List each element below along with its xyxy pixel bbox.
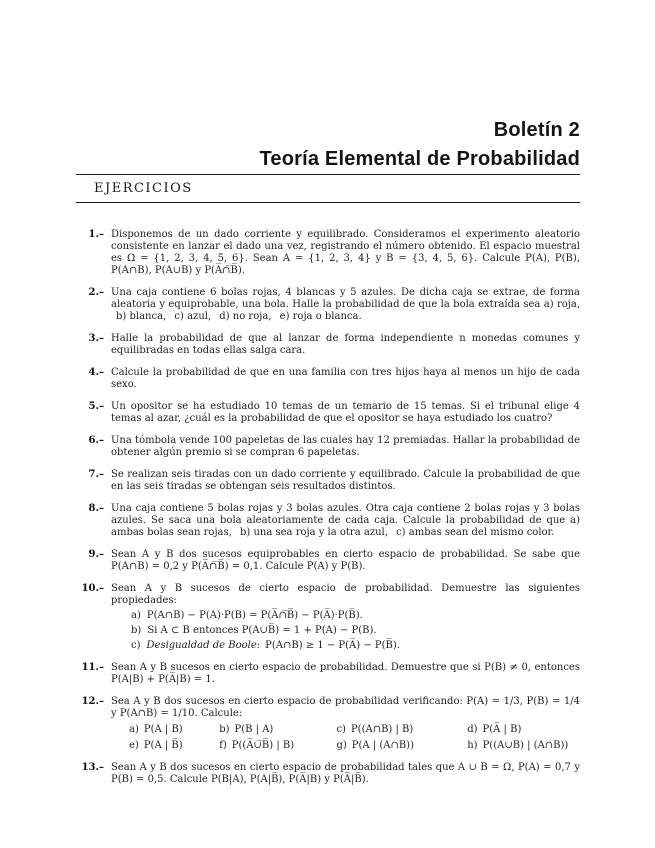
subitem-formula: P((A̅∪̅B̅) | B) <box>231 740 295 751</box>
exercise-4 <box>76 367 580 391</box>
document-title: Boletín 2 <box>493 119 580 141</box>
subitem-c <box>131 640 580 652</box>
exercise-number: 10.– <box>81 583 104 594</box>
subitem-a <box>129 724 219 736</box>
exercise-13 <box>76 762 580 786</box>
subitem-g <box>336 740 467 752</box>
subitem-label: c) <box>336 724 346 735</box>
subitem-label: d) <box>467 724 478 735</box>
exercise-text: Disponemos de un dado corriente y equilibrado. Consideramos el experimento aleatorio consistente en lanzar el dado una vez, registrando el número obtenido. El espacio muestral es Ω = {1, 2, 3, 4, 5, 6}. Sean A = {1, 2, 3, 4} y B = {3, 4, 5, 6}. Calcule P(A), P(B), P(A∩B), P(A∪B) y P(A̅∩̅B̅). <box>111 229 580 276</box>
subitem-h <box>467 740 580 752</box>
title-block <box>76 116 580 174</box>
subitem-label: g) <box>336 740 347 751</box>
subitem-label: c) <box>131 640 141 651</box>
exercise-number: 2.– <box>88 287 104 298</box>
subitem-formula: P(B | A) <box>234 724 274 735</box>
exercise-6 <box>76 435 580 459</box>
subitem-e <box>129 740 219 752</box>
subitem-label: a) <box>129 724 139 735</box>
exercise-text: Sean A y B dos sucesos equiprobables en cierto espacio de probabilidad. Se sabe que P(A∩B) = 0,2 y P(A̅∩̅B̅) = 0,1. Calcule P(A) y P(B). <box>111 549 580 572</box>
exercise-text: Se realizan seis tiradas con un dado corriente y equilibrado. Calcule la probabilidad de que en las seis tiradas se obtengan seis resultados distintos. <box>111 469 580 492</box>
exercise-text: Una caja contiene 6 bolas rojas, 4 blancas y 5 azules. De dicha caja se extrae, de forma aleatoria y equiprobable, una bola. Halle la probabilidad de que la bola extraída sea a) roja, b) blanca, c) azul, d) no roja, e) roja o blanca. <box>111 287 580 322</box>
exercise-number: 6.– <box>88 435 104 446</box>
subitem-label: h) <box>467 740 478 751</box>
section-heading: EJERCICIOS <box>94 181 193 196</box>
exercise-number: 5.– <box>88 401 104 412</box>
exercise-11 <box>76 662 580 686</box>
exercise-text: Sean A y B dos sucesos en cierto espacio de probabilidad tales que A ∪ B = Ω, P(A) = 0,7 y P(B) = 0,5. Calcule P(B|A), P(A|B̅), P(A̅|B) y P(A̅|B̅). <box>111 762 580 785</box>
exercise-text: Halle la probabilidad de que al lanzar de forma independiente n monedas comunes y equilibradas en todas ellas salga cara. <box>111 333 580 356</box>
page-content <box>76 0 580 796</box>
subitem-formula: P(A∩B) ≥ 1 − P(A̅) − P(B̅). <box>265 640 400 651</box>
divider-bottom <box>76 202 580 203</box>
subitem-formula: P(A̅ | B) <box>482 724 522 735</box>
subitem-formula: P(A∩B) − P(A)·P(B) = P(A̅∩̅B̅) − P(A̅)·P(B̅). <box>146 610 363 621</box>
subitem-c <box>336 724 467 736</box>
subitem-formula: P(A | B) <box>143 724 183 735</box>
exercise-number: 9.– <box>88 549 104 560</box>
subitem-d <box>467 724 580 736</box>
exercise-8 <box>76 503 580 539</box>
exercise-10 <box>76 583 580 652</box>
exercise-number: 13.– <box>81 762 104 773</box>
exercise-number: 8.– <box>88 503 104 514</box>
subitem-f <box>219 740 336 752</box>
exercise-text: Un opositor se ha estudiado 10 temas de un temario de 15 temas. Si el tribunal elige 4 temas al azar, ¿cuál es la probabilidad de que el opositor se haya estudiado los cuatro? <box>111 401 580 424</box>
subitem-formula: P((A∩B) | B) <box>350 724 414 735</box>
subitem-b <box>219 724 336 736</box>
exercise-number: 12.– <box>81 696 104 707</box>
subitem-label: b) <box>219 724 230 735</box>
subitem-grid <box>129 724 580 752</box>
exercise-text: Una tómbola vende 100 papeletas de las cuales hay 12 premiadas. Hallar la probabilidad de obtener algún premio si se compran 6 papeletas. <box>111 435 580 458</box>
exercise-list <box>76 229 580 786</box>
document-subtitle: Teoría Elemental de Probabilidad <box>259 148 580 170</box>
exercise-text: Una caja contiene 5 bolas rojas y 3 bolas azules. Otra caja contiene 2 bolas rojas y 3 bolas azules. Se saca una bola aleatoriamente de cada caja. Calcule la probabilidad de que a) ambas bolas sean rojas, b) una sea roja y la otra azul, c) ambas sean del mismo color. <box>111 503 580 538</box>
exercise-9 <box>76 549 580 573</box>
exercise-text: Sean A y B sucesos de cierto espacio de probabilidad. Demuestre las siguientes propiedades: <box>111 583 580 606</box>
subitem-formula: P(A | (A∩B)) <box>351 740 414 751</box>
exercise-3 <box>76 333 580 357</box>
exercise-7 <box>76 469 580 493</box>
subitem-lead: Desigualdad de Boole: <box>146 640 261 651</box>
exercise-text: Calcule la probabilidad de que en una familia con tres hijos haya al menos un hijo de cada sexo. <box>111 367 580 390</box>
subitem-list <box>131 610 580 652</box>
subitem-label: f) <box>219 740 227 751</box>
exercise-body <box>111 583 580 652</box>
subitem-label: b) <box>131 625 142 636</box>
subitem-formula: Si A ⊂ B entonces P(A∪B̅) = 1 + P(A) − P(B). <box>147 625 377 636</box>
exercise-12 <box>76 696 580 752</box>
subitem-formula: P(A | B̅) <box>143 740 183 751</box>
exercise-text: Sea A y B dos sucesos en cierto espacio de probabilidad verificando: P(A) = 1/3, P(B) = 1/4 y P(A∩B) = 1/10. Calcule: <box>111 696 580 719</box>
exercise-1 <box>76 229 580 277</box>
exercise-number: 3.– <box>88 333 104 344</box>
exercise-number: 11.– <box>81 662 104 673</box>
exercise-text: Sean A y B sucesos en cierto espacio de probabilidad. Demuestre que si P(B) ≠ 0, entonces P(A|B) + P(A̅|B) = 1. <box>111 662 580 685</box>
exercise-number: 4.– <box>88 367 104 378</box>
subitem-a <box>131 610 580 622</box>
exercise-number: 1.– <box>88 229 104 240</box>
subitem-label: e) <box>129 740 139 751</box>
exercise-number: 7.– <box>88 469 104 480</box>
exercise-2 <box>76 287 580 323</box>
subitem-formula: P((A∪B) | (A∩B)) <box>482 740 569 751</box>
subitem-label: a) <box>131 610 141 621</box>
exercise-body <box>111 696 580 752</box>
exercise-5 <box>76 401 580 425</box>
subitem-b <box>131 625 580 637</box>
